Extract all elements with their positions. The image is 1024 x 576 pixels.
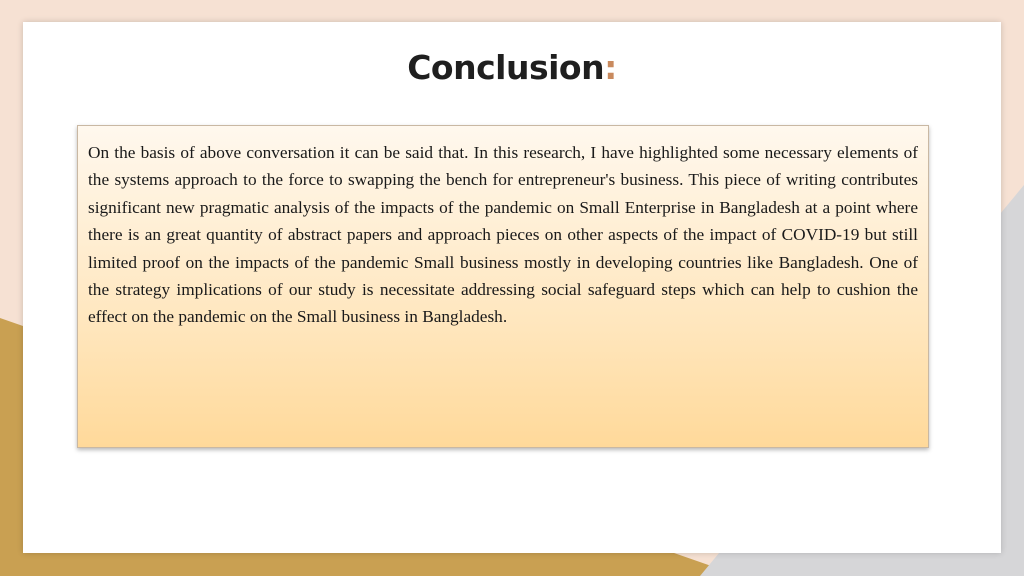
slide-title [0,48,1024,87]
title-text: Conclusion [407,48,605,87]
conclusion-text-box [77,125,929,448]
title-colon: : [604,48,617,87]
conclusion-paragraph: On the basis of above conversation it can be said that. In this research, I have highlighted some necessary elements of the systems approach to the force to swapping the bench for entrepreneur's business. This piece of writing contributes significant new pragmatic analysis of the impacts of the pandemic on Small Enterprise in Bangladesh at a point where there is an great quantity of abstract papers and approach pieces on other aspects of the impact of COVID-19 but still limited proof on the impacts of the pandemic Small business mostly in developing countries like Bangladesh. One of the strategy implications of our study is necessitate addressing social safeguard steps which can help to cushion the effect on the pandemic on the Small business in Bangladesh. [88,143,918,327]
